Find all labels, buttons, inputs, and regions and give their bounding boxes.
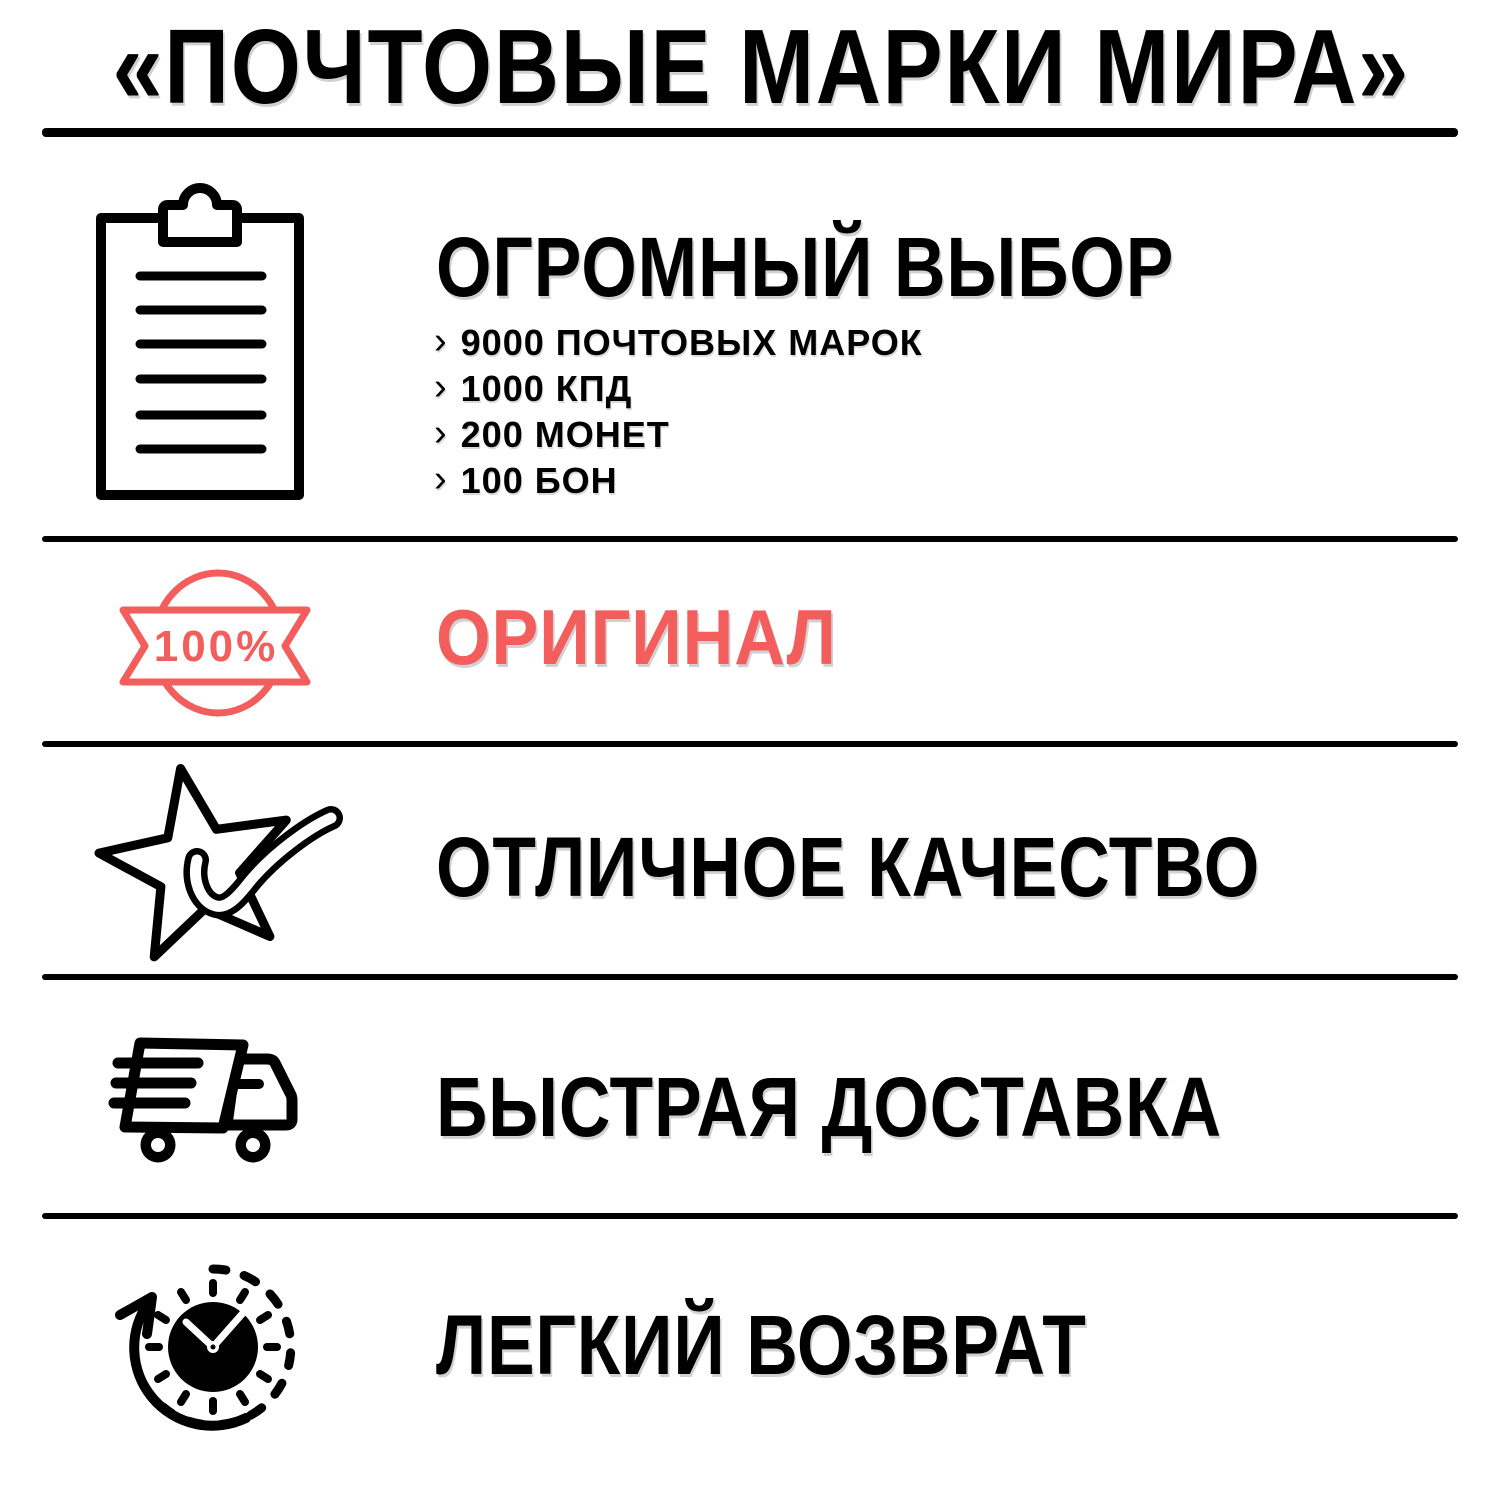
section-heading-selection: ОГРОМНЫЙ ВЫБОР xyxy=(436,220,1175,314)
list-item xyxy=(434,366,923,412)
clipboard-icon xyxy=(93,185,307,503)
selection-bullet-list xyxy=(434,320,923,504)
list-item xyxy=(434,412,923,458)
chevron-bullet-icon: › xyxy=(434,365,448,408)
section-heading-delivery: БЫСТРАЯ ДОСТАВКА xyxy=(436,1060,1222,1154)
section-heading-quality: ОТЛИЧНОЕ КАЧЕСТВО xyxy=(436,820,1261,914)
title-divider xyxy=(42,128,1458,137)
page-title: «ПОЧТОВЫЕ МАРКИ МИРА» xyxy=(112,8,1410,126)
chevron-bullet-icon: › xyxy=(434,457,448,500)
list-item-label: 100 БОН xyxy=(460,460,618,501)
section-heading-returns: ЛЕГКИЙ ВОЗВРАТ xyxy=(436,1298,1087,1392)
divider xyxy=(42,974,1458,980)
delivery-truck-icon xyxy=(105,1032,320,1182)
badge-100-percent-icon xyxy=(115,566,310,726)
list-item-label: 9000 ПОЧТОВЫХ МАРОК xyxy=(460,322,923,363)
section-heading-original: ОРИГИНАЛ xyxy=(436,593,837,681)
clock-return-icon xyxy=(100,1255,335,1450)
divider xyxy=(42,536,1458,542)
star-check-icon xyxy=(88,762,333,962)
list-item xyxy=(434,320,923,366)
chevron-bullet-icon: › xyxy=(434,319,448,362)
list-item xyxy=(434,458,923,504)
list-item-label: 200 МОНЕТ xyxy=(460,414,670,455)
chevron-bullet-icon: › xyxy=(434,411,448,454)
divider xyxy=(42,1213,1458,1219)
list-item-label: 1000 КПД xyxy=(460,368,633,409)
divider xyxy=(42,741,1458,747)
badge-text: 100% xyxy=(153,622,279,671)
